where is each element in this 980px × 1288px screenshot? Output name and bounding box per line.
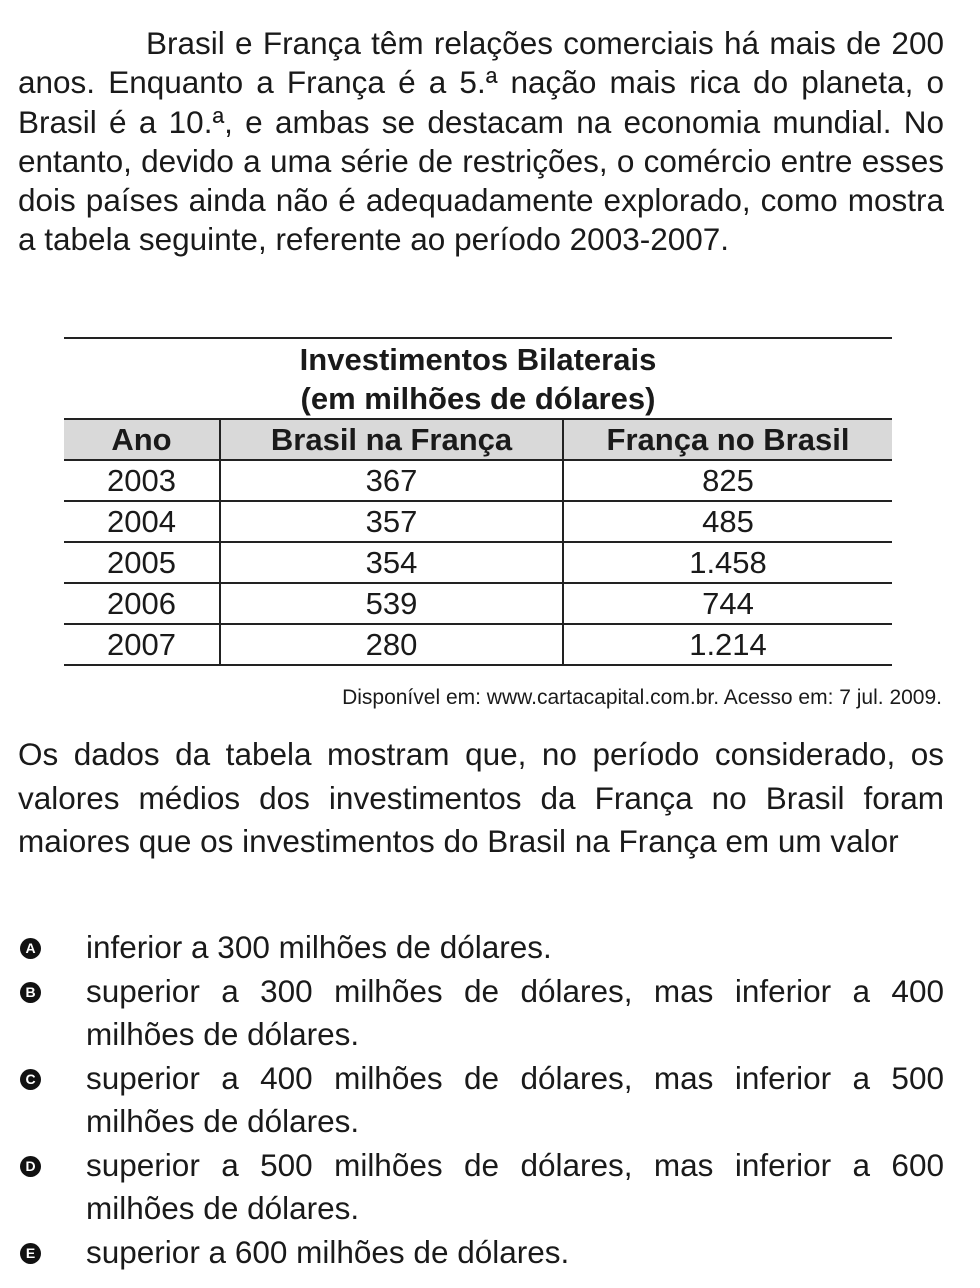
table-title-line-1: Investimentos Bilaterais <box>299 342 657 377</box>
option-c-text: superior a 400 milhões de dólares, mas inferior a 500 milhões de dólares. <box>86 1059 944 1139</box>
source-citation: Disponível em: www.cartacapital.com.br. Acesso em: 7 jul. 2009. <box>342 686 942 709</box>
option-b[interactable] <box>18 970 944 1057</box>
cell-year: 2004 <box>64 501 220 542</box>
cell-france-in-brazil: 1.458 <box>563 542 892 583</box>
option-e-text: superior a 600 milhões de dólares. <box>86 1233 570 1270</box>
option-a-text: inferior a 300 milhões de dólares. <box>86 929 552 965</box>
answer-options <box>18 926 944 1274</box>
cell-year: 2006 <box>64 583 220 624</box>
table-row <box>64 542 892 583</box>
option-a[interactable] <box>18 926 944 970</box>
option-d-letter-icon: D <box>20 1156 41 1177</box>
cell-france-in-brazil: 485 <box>563 501 892 542</box>
option-d[interactable] <box>18 1144 944 1231</box>
header-france-in-brazil: França no Brasil <box>563 419 892 460</box>
header-brazil-in-france: Brasil na França <box>220 419 563 460</box>
header-year: Ano <box>64 419 220 460</box>
table-title <box>64 337 892 418</box>
option-b-text: superior a 300 milhões de dólares, mas inferior a 400 milhões de dólares. <box>86 972 944 1052</box>
cell-france-in-brazil: 744 <box>563 583 892 624</box>
table-row <box>64 583 892 624</box>
table-title-line-2: (em milhões de dólares) <box>300 381 656 416</box>
table-row <box>64 501 892 542</box>
table-row <box>64 460 892 501</box>
table-header-row <box>64 419 892 460</box>
intro-paragraph: Brasil e França têm relações comerciais há mais de 200 anos. Enquanto a França é a 5.ª nação mais rica do planeta, o Brasil é a 10.ª, e ambas se destacam na economia mundial. No entanto, devido a uma série de restrições, o comércio entre esses dois países ainda não é adequadamente explorado, como mostra a tabela seguinte, referente ao período 2003-2007. <box>18 25 944 258</box>
option-e[interactable] <box>18 1231 944 1275</box>
cell-year: 2005 <box>64 542 220 583</box>
investments-table <box>64 337 892 666</box>
data-table <box>64 418 892 666</box>
option-e-letter-icon: E <box>20 1243 41 1264</box>
cell-brazil-in-france: 280 <box>220 624 563 665</box>
cell-year: 2003 <box>64 460 220 501</box>
option-d-text: superior a 500 milhões de dólares, mas inferior a 600 milhões de dólares. <box>86 1146 944 1226</box>
cell-brazil-in-france: 367 <box>220 460 563 501</box>
option-c-letter-icon: C <box>20 1069 41 1090</box>
cell-brazil-in-france: 354 <box>220 542 563 583</box>
option-c[interactable] <box>18 1057 944 1144</box>
cell-brazil-in-france: 539 <box>220 583 563 624</box>
cell-brazil-in-france: 357 <box>220 501 563 542</box>
cell-france-in-brazil: 1.214 <box>563 624 892 665</box>
option-a-letter-icon: A <box>20 938 41 959</box>
cell-year: 2007 <box>64 624 220 665</box>
option-b-letter-icon: B <box>20 982 41 1003</box>
question-text: Os dados da tabela mostram que, no período considerado, os valores médios dos investimentos da França no Brasil foram maiores que os investimentos do Brasil na França em um valor <box>18 736 944 859</box>
table-row <box>64 624 892 665</box>
cell-france-in-brazil: 825 <box>563 460 892 501</box>
